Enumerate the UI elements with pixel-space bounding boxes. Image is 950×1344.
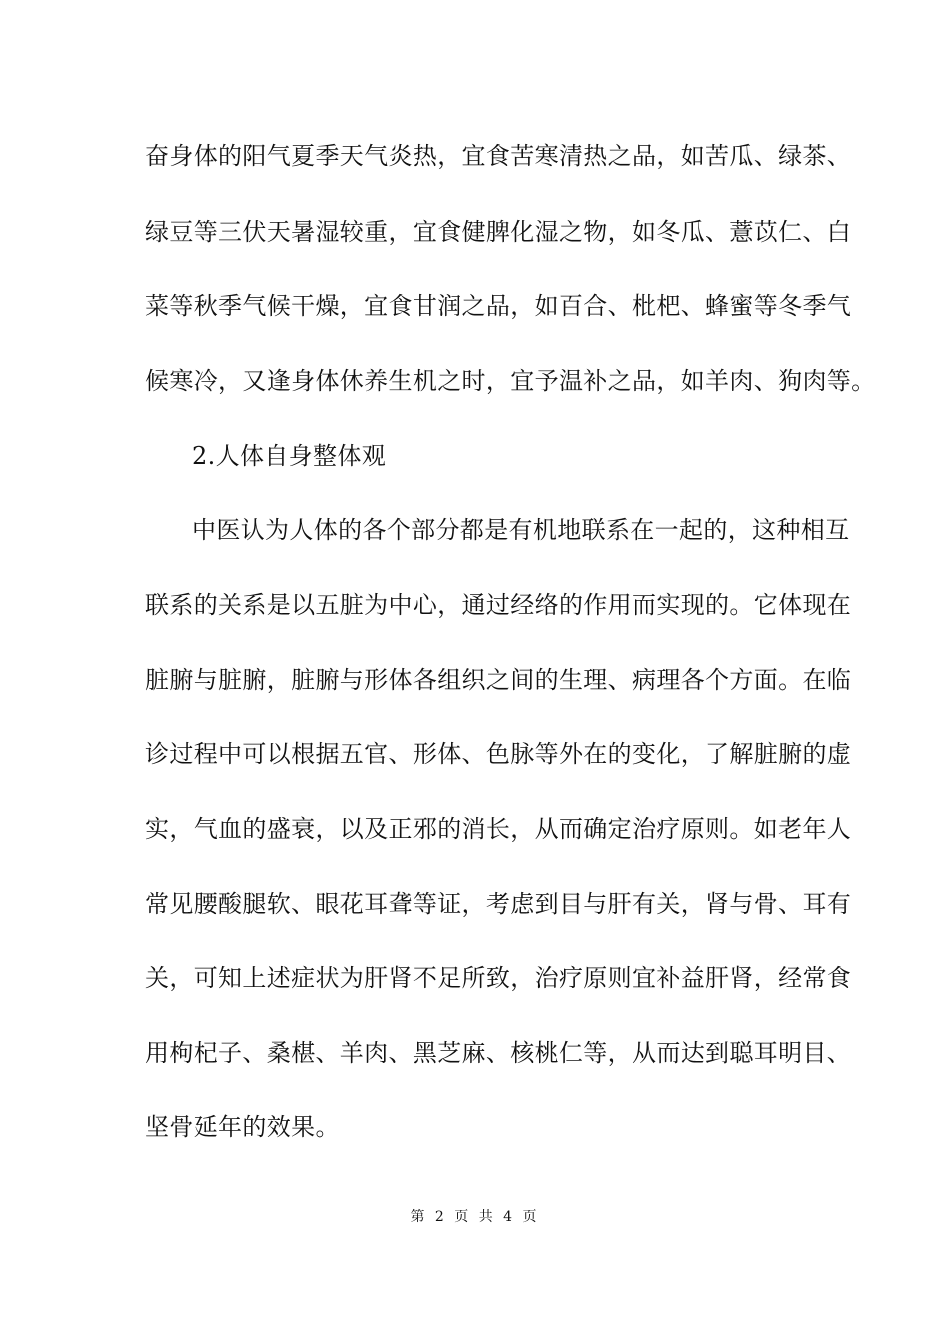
body-text-line: 脏腑与脏腑，脏腑与形体各组织之间的生理、病理各个方面。在临 xyxy=(145,666,852,694)
page-number-footer xyxy=(0,1208,950,1226)
body-text-line: 坚骨延年的效果。 xyxy=(145,1113,340,1141)
body-text-line: 关，可知上述症状为肝肾不足所致，治疗原则宜补益肝肾，经常食 xyxy=(145,964,852,992)
body-text-line: 诊过程中可以根据五官、形体、色脉等外在的变化，了解脏腑的虚 xyxy=(145,740,852,768)
body-text-line: 常见腰酸腿软、眼花耳聋等证，考虑到目与肝有关，肾与骨、耳有 xyxy=(145,890,852,918)
body-text-line: 候寒冷，又逢身体休养生机之时，宜予温补之品，如羊肉、狗肉等。 xyxy=(145,367,876,395)
body-text-line: 用枸杞子、桑椹、羊肉、黑芝麻、核桃仁等，从而达到聪耳明目、 xyxy=(145,1039,852,1067)
body-text-line: 实，气血的盛衰，以及正邪的消长，从而确定治疗原则。如老年人 xyxy=(145,815,852,843)
body-text-line: 绿豆等三伏天暑湿较重，宜食健脾化湿之物，如冬瓜、薏苡仁、白 xyxy=(145,218,852,246)
body-text-line: 中医认为人体的各个部分都是有机地联系在一起的，这种相互 xyxy=(192,516,850,544)
body-text-line: 联系的关系是以五脏为中心，通过经络的作用而实现的。它体现在 xyxy=(145,591,852,619)
body-text-line: 菜等秋季气候干燥，宜食甘润之品，如百合、枇杷、蜂蜜等冬季气 xyxy=(145,292,852,320)
page-number-text: 第 2 页 共 4 页 xyxy=(410,1209,540,1225)
body-text-line: 奋身体的阳气夏季天气炎热，宜食苦寒清热之品，如苦瓜、绿茶、 xyxy=(145,142,852,170)
section-heading: 2.人体自身整体观 xyxy=(192,442,387,470)
